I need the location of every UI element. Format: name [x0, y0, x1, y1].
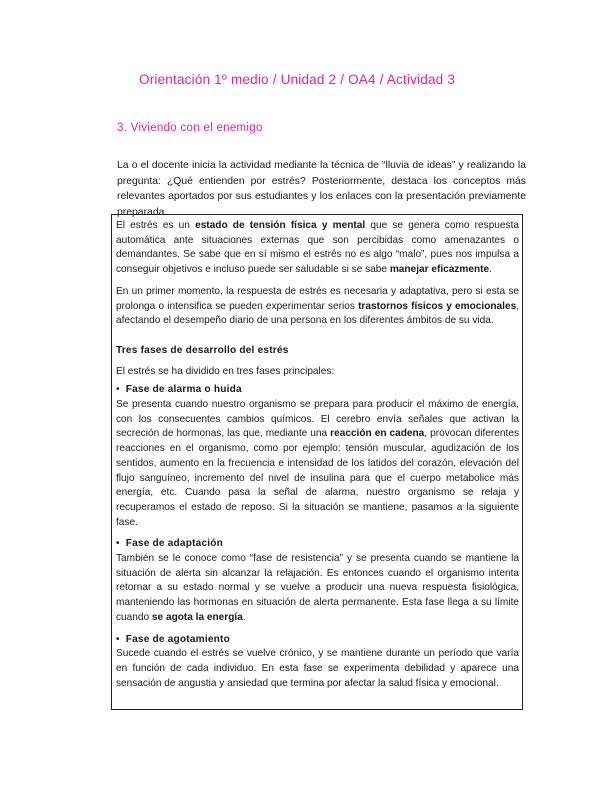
phases-lead: El estrés se ha dividido en tres fases principales: [116, 365, 335, 377]
bullet-icon: • [116, 538, 120, 550]
phases-heading: Tres fases de desarrollo del estrés [116, 344, 289, 356]
phase-adaptation [116, 537, 522, 625]
info-box [111, 214, 523, 710]
phase-alarm [116, 383, 522, 530]
bullet-icon: • [116, 384, 120, 396]
page-header: Orientación 1º medio / Unidad 2 / OA4 / Actividad 3 [139, 72, 456, 87]
phase-text: También se le conoce como “fase de resistencia” y se presenta cuando se mantiene la situación de alerta sin alcanzar la relajación. Es entonces cuando el organismo intenta retornar a su estado normal y se vuelve a producir una nueva respuesta fisiológica, manteniendo las hormonas en situación de alerta permanente. Esta fase llega a su límite cuando se agota la energía. [116, 553, 519, 623]
section-title: 3. Viviendo con el enemigo [117, 122, 263, 134]
phase-text: Sucede cuando el estrés se vuelve crónico, y se mantiene durante un período que varía en función de cada individuo. En esta fase se experimenta debilidad y aparece una sensación de angustia y ansiedad que termina por afectar la salud física y emocional. [116, 648, 519, 689]
phase-title: Fase de adaptación [125, 538, 224, 550]
intro-paragraph: La o el docente inicia la actividad mediante la técnica de “lluvia de ideas” y realizando la pregunta: ¿Qué entienden por estrés? Posteriormente, destaca los conceptos más relevantes aportados por sus estudiantes y los enlaces con la presentación previamente preparada. [117, 160, 526, 218]
phase-exhaustion [116, 633, 522, 692]
bullet-icon: • [116, 633, 120, 645]
phase-text: Se presenta cuando nuestro organismo se prepara para producir el máximo de energía, con los consecuentes cambios químicos. El cerebro envía señales que activan la secreción de hormonas, las que, mediante una reacción en cadena, provocan diferentes reacciones en el organismo, como por ejemplo: tensión muscular, agudización de los sentidos, aumento en la frecuencia e intensidad de los latidos del corazón, elevación del flujo sanguíneo, incremento del nivel de insulina para que el cuerpo metabolice más energía, etc. Cuando pasa la señal de alarma, nuestro organismo se relaja y recuperamos el estado de reposo. Si la situación se mantiene, pasamos a la siguiente fase. [116, 399, 519, 528]
phase-title: Fase de alarma o huida [125, 384, 242, 396]
phase-title: Fase de agotamiento [125, 633, 230, 645]
response-paragraph: En un primer momento, la respuesta de estrés es necesaria y adaptativa, pero si esta se prolonga o intensifica se pueden experimentar serios trastornos físicos y emocionales, afectando el desempeño diario de una persona en los diferentes ámbitos de su vida. [116, 285, 519, 327]
definition-paragraph: El estrés es un estado de tensión física y mental que se genera como respuesta automática ante situaciones externas que son percibidas como amenazantes o demandantes. Se sabe que en sí mismo el estrés no es algo “malo”, pues nos impulsa a conseguir objetivos e incluso puede ser saludable si se sabe manejar eficazmente. [116, 220, 519, 276]
